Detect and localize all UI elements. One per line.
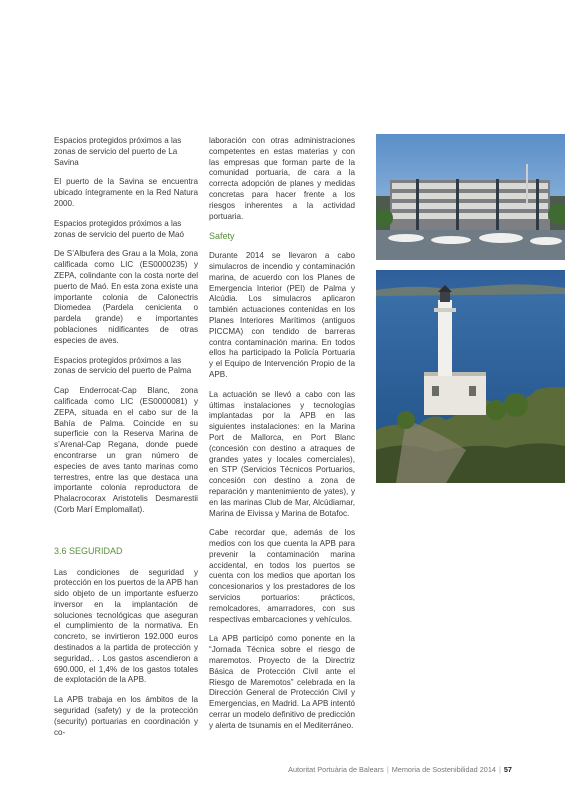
lighthouse-photo bbox=[376, 270, 565, 483]
paragraph-tsunami-workshop: La APB participó como ponente en la “Jornada Técnica sobre el riesgo de maremotos. Proyecto de la Directriz Básica de Protección Civil ante el Riesgo de Maremotos” celebrada en la Dirección General de Protección Civil y Emergencias, en Madrid. La APB intentó cerrar un modelo definitivo de predicción y alerta de tsunamis en el Mediterráneo. bbox=[209, 634, 355, 730]
page-number: 57 bbox=[503, 765, 512, 774]
paragraph-installations: La actuación se llevó a cabo con las últimas instalaciones y tecnologías implantadas por la APB en las siguientes instalaciones: en la Marina Port de Mallorca, en Port Blanc (concesión con destino a atraques de grandes yates y locales comerciales), en STP (Servicios Técnicos Portuarios, concesión con destino a zona de reparación y mantenimiento de yates), y en las marinas Club de Mar, Alcúdiamar, Marina de Eivissa y Marina de Botafoc. bbox=[209, 389, 355, 518]
paragraph-apb-safety-security: La APB trabaja en los ámbitos de la seguridad (safety) y de la protección (security) portuarias en coordinación y co- bbox=[54, 695, 198, 737]
paragraph-la-savina: El puerto de la Savina se encuentra ubicado íntegramente en la Red Natura 2000. bbox=[54, 177, 198, 208]
subheading-mao: Espacios protegidos próximos a las zonas de servicio del puerto de Maó bbox=[54, 218, 185, 239]
subheading-palma: Espacios protegidos próximos a las zonas de servicio del puerto de Palma bbox=[54, 355, 192, 376]
footer-separator: | bbox=[386, 765, 389, 774]
paragraph-mao: De S’Albufera des Grau a la Mola, zona calificada como LIC (ES0000235) y ZEPA, colindante con la costa norte del puerto de Maó. En esta zona existe una importante colonia de Calonectris Diomedea (Pardela cenicienta o pardela grande) e importantes poblaciones nidificantes de otras especies de aves. bbox=[54, 249, 198, 345]
paragraph-collaboration: laboración con otras administraciones competentes en estas materias y con las empresas que forman parte de la comunidad portuaria, de cara a la correcta adopción de planes y medidas concretas para hacer frente a los riesgos inherentes a la actividad portuaria. bbox=[209, 136, 355, 221]
paragraph-drills: Durante 2014 se llevaron a cabo simulacros de incendio y contaminación marina, de acuerdo con los Planes de Emergencia Interior (PEI) de Palma y Alcúdia. Los simulacros aplicaron también actuaciones contenidas en los Planes Interiores Marítimos (antiguos PICCMA) con tendido de barreras contra contaminación marina. En todos ellos ha participado la Policía Portuaria y el Equipo de Intervención Propio de la APB. bbox=[209, 251, 355, 379]
middle-column bbox=[209, 136, 355, 741]
footer-authority: Autoritat Portuària de Balears bbox=[288, 765, 384, 774]
subheading-la-savina: Espacios protegidos próximos a las zonas de servicio del puerto de La Savina bbox=[54, 136, 182, 167]
footer-report-title: Memoria de Sostenibilidad 2014 bbox=[391, 765, 496, 774]
footer-separator: | bbox=[498, 765, 501, 774]
paragraph-means: Cabe recordar que, además de los medios con los que cuenta la APB para prevenir la contaminación marina accidental, en todos los puertos se cuenta con los medios que aportan los concesionarios y los prestadores de los servicios portuarios: prácticos, remolcadores, amarradores, con sus respectivas embarcaciones y vehículos. bbox=[209, 528, 355, 624]
section-heading-seguridad: 3.6 SEGURIDAD bbox=[54, 545, 123, 556]
paragraph-seguridad-investment: Las condiciones de seguridad y protección en los puertos de la APB han sido objeto de un importante esfuerzo inversor en la implantación de soluciones tecnológicas que aseguran el cumplimiento de la normativa. En concreto, se invirtieron 192.000 euros destinados a la partida de protección y seguridad,. . Los gastos ascendieron a 690.000, el 1,4% de los gastos totales de explotación de la APB. bbox=[54, 567, 198, 685]
page-footer bbox=[288, 765, 512, 774]
paragraph-palma: Cap Enderrocat-Cap Blanc, zona calificada como LIC (ES0000081) y ZEPA, situada en el cabo sur de la Bahía de Palma. Coincide en su superficie con la Reserva Marina de s’Arenal-Cap Regana, donde puede encontrarse un gran número de especies de aves tanto marinas como terrestres, entre las que destaca una importante colonia reproductora de Phalacrocorax Aristotelis Desmarestii (Corb Marí Emplomallat). bbox=[54, 386, 198, 514]
marina-photo bbox=[376, 134, 565, 260]
left-column bbox=[54, 136, 198, 747]
subsection-heading-safety: Safety bbox=[209, 231, 235, 242]
